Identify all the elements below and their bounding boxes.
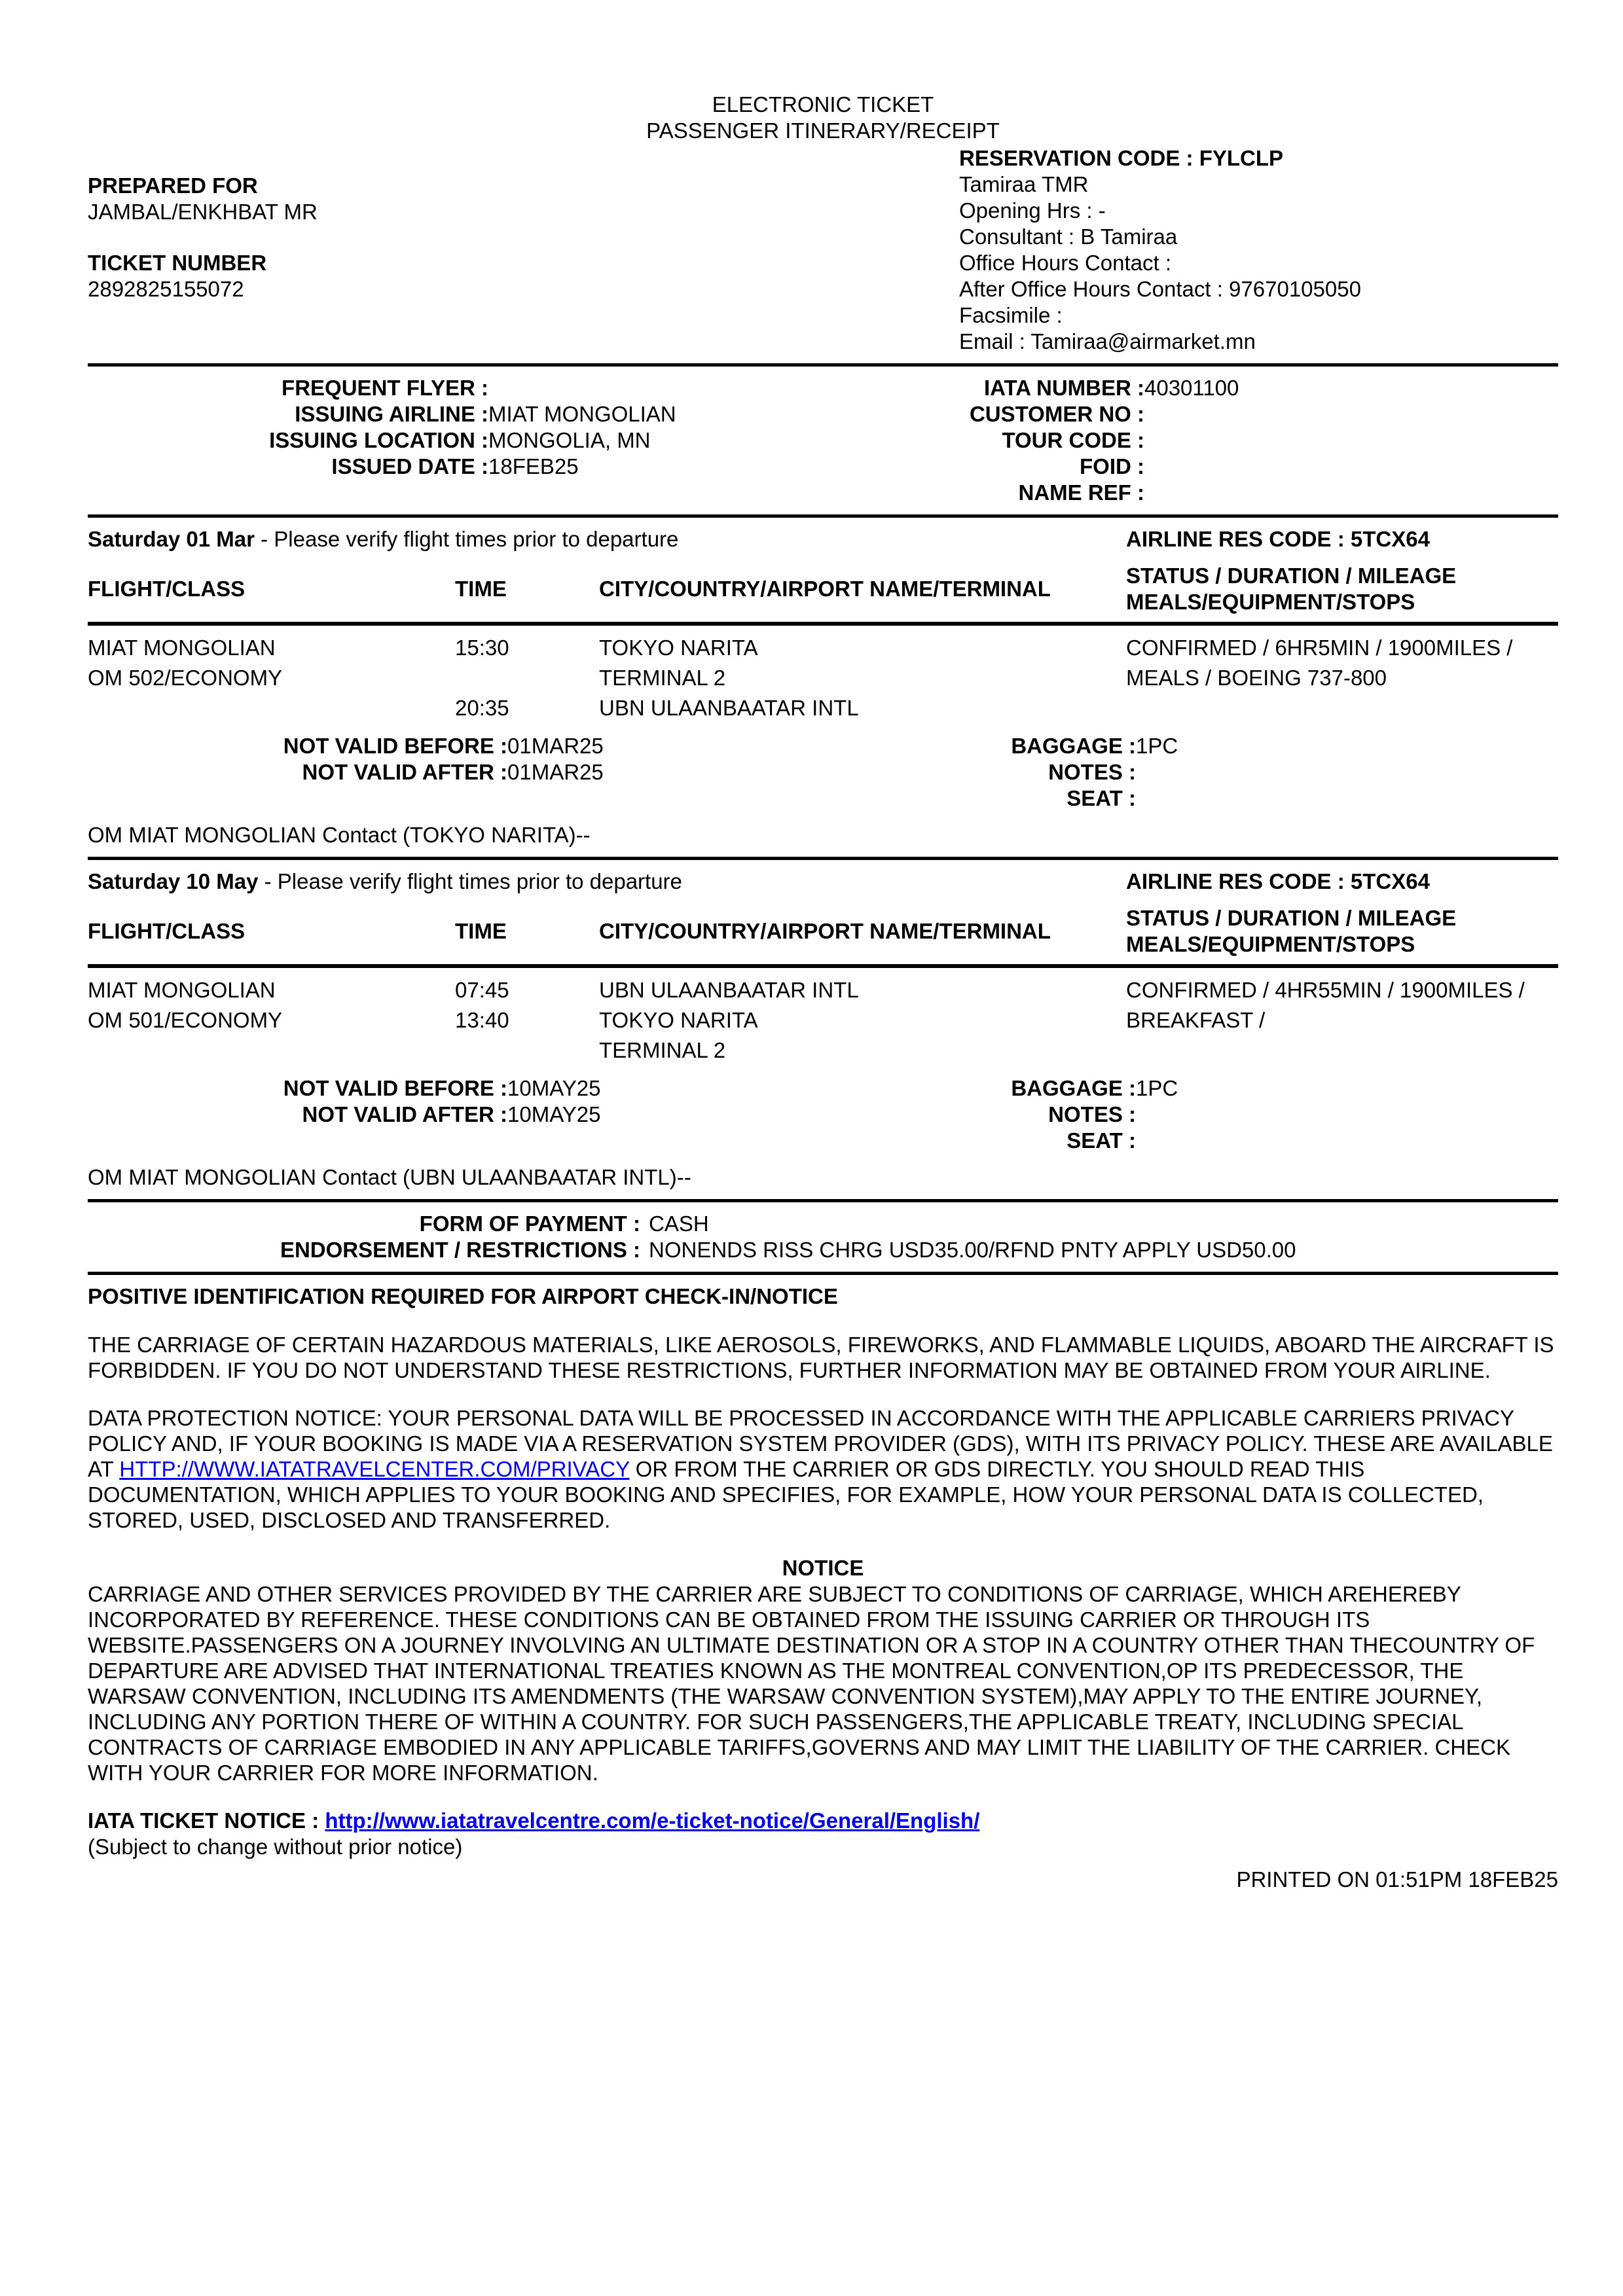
kv-label: CUSTOMER NO :: [969, 402, 1144, 426]
divider: [88, 622, 1558, 626]
kv-label: ISSUING LOCATION :: [269, 428, 488, 452]
segment-header: [88, 526, 1558, 552]
agency-line: Office Hours Contact :: [959, 251, 1172, 275]
document-title: [88, 92, 1558, 144]
kv-label: NOTES :: [1048, 760, 1136, 784]
cell-flight: OM 502/ECONOMY: [88, 666, 283, 690]
cell-time: [455, 665, 599, 691]
col-status-line1: STATUS / DURATION / MILEAGE: [1126, 564, 1457, 588]
printed-on-stamp: PRINTED ON 01:51PM 18FEB25: [1236, 1867, 1558, 1892]
kv-label: IATA NUMBER :: [983, 376, 1144, 400]
kv-label: NAME REF :: [1018, 480, 1144, 505]
kv-value: 01MAR25: [507, 760, 604, 784]
validity-block: [88, 1075, 1558, 1154]
form-of-payment-value: CASH: [649, 1211, 709, 1236]
airline-res-code: AIRLINE RES CODE : 5TCX64: [1126, 527, 1430, 551]
airline-res-code: AIRLINE RES CODE : 5TCX64: [1126, 869, 1430, 893]
kv-value: 1PC: [1136, 734, 1178, 758]
hazmat-paragraph: THE CARRIAGE OF CERTAIN HAZARDOUS MATERIALS, LIKE AEROSOLS, FIREWORKS, AND FLAMMABLE LIQUIDS, ABOARD THE AIRCRAFT IS FORBIDDEN. IF YOU DO NOT UNDERSTAND THESE RESTRICTIONS, FURTHER INFORMATION MAY BE OBTAINED FROM YOUR AIRLINE.: [88, 1333, 1554, 1382]
col-status: [1126, 905, 1558, 958]
agency-line: Opening Hrs : -: [959, 198, 1106, 223]
kv-value: [1136, 1102, 1558, 1128]
segment-date: Saturday 01 Mar: [88, 527, 255, 551]
cell-status: CONFIRMED / 6HR5MIN / 1900MILES /: [1126, 636, 1513, 660]
form-of-payment-line: [88, 1211, 1558, 1237]
kv-value: MONGOLIA, MN: [488, 428, 651, 452]
kv-value: [1136, 759, 1558, 785]
cell-flight: [88, 695, 455, 721]
airline-contact-line: OM MIAT MONGOLIAN Contact (TOKYO NARITA)--: [88, 823, 591, 847]
kv-value: [1144, 427, 1558, 454]
payment-block: [88, 1211, 1558, 1263]
endorsement-label: ENDORSEMENT / RESTRICTIONS :: [280, 1238, 640, 1262]
subject-note: (Subject to change without prior notice): [88, 1835, 463, 1859]
kv-label: SEAT :: [1067, 1128, 1136, 1153]
cell-city: TOKYO NARITA: [599, 1008, 758, 1032]
kv-value: [1144, 454, 1558, 480]
title-line-1: ELECTRONIC TICKET: [712, 92, 934, 117]
kv-label: NOTES :: [1048, 1102, 1136, 1126]
kv-value: [1136, 1128, 1558, 1154]
conditions-paragraph: CARRIAGE AND OTHER SERVICES PROVIDED BY THE CARRIER ARE SUBJECT TO CONDITIONS OF CARRIAGE, WHICH AREHEREBY INCORPORATED BY REFERENCE. THESE CONDITIONS CAN BE OBTAINED FROM THE ISSUING CARRIER OR THROUGH ITS WEBSITE.PASSENGERS ON A JOURNEY INVOLVING AN ULTIMATE DESTINATION OR A STOP IN A COUNTRY OTHER THAN THECOUNTRY OF DEPARTURE ARE ADVISED THAT INTERNATIONAL TREATIES KNOWN AS THE MONTREAL CONVENTION,OP ITS PREDECESSOR, THE WARSAW CONVENTION, INCLUDING ITS AMENDMENTS (THE WARSAW CONVENTION SYSTEM),MAY APPLY TO THE ENTIRE JOURNEY, INCLUDING ANY PORTION THERE OF WITHIN A COUNTRY. FOR SUCH PASSENGERS,THE APPLICABLE TREATY, INCLUDING SPECIAL CONTRACTS OF CARRIAGE EMBODIED IN ANY APPLICABLE TARIFFS,GOVERNS AND MAY LIMIT THE LIABILITY OF THE CARRIER. CHECK WITH YOUR CARRIER FOR MORE INFORMATION.: [88, 1582, 1535, 1785]
agency-line: Email : Tamiraa@airmarket.mn: [959, 329, 1256, 353]
cell-city: TOKYO NARITA: [599, 636, 758, 660]
agency-line: Facsimile :: [959, 303, 1063, 327]
col-status-line2: MEALS/EQUIPMENT/STOPS: [1126, 590, 1415, 614]
kv-value: [1144, 480, 1558, 506]
kv-label: FOID :: [1080, 454, 1144, 478]
col-city: CITY/COUNTRY/AIRPORT NAME/TERMINAL: [599, 919, 1051, 943]
kv-value: [488, 480, 811, 506]
kv-value: 10MAY25: [507, 1076, 601, 1100]
validity-block: [88, 733, 1558, 812]
cell-city: UBN ULAANBAATAR INTL: [599, 978, 859, 1002]
column-headers: [88, 563, 1558, 615]
segment-date-line: [88, 526, 1126, 552]
kv-label: NOT VALID BEFORE :: [283, 1076, 507, 1100]
col-status: [1126, 563, 1558, 615]
prepared-for-label: PREPARED FOR: [88, 173, 258, 198]
cell-status: [1126, 695, 1558, 721]
kv-value: [507, 785, 822, 812]
cell-time: 07:45: [455, 978, 509, 1002]
cell-time: 20:35: [455, 696, 509, 720]
kv-label: [88, 785, 507, 812]
kv-label: ISSUED DATE :: [331, 454, 488, 478]
flight-row: [88, 635, 1558, 665]
kv-value: [507, 1128, 822, 1154]
form-of-payment-label: FORM OF PAYMENT :: [419, 1211, 640, 1236]
flight-row: [88, 665, 1558, 695]
airline-contact-line: OM MIAT MONGOLIAN Contact (UBN ULAANBAATAR INTL)--: [88, 1165, 691, 1189]
spacer: [88, 225, 959, 250]
kv-label: NOT VALID BEFORE :: [283, 734, 507, 758]
cell-time: 13:40: [455, 1008, 509, 1032]
agency-block: [959, 145, 1558, 355]
kv-label: ISSUING AIRLINE :: [295, 402, 488, 426]
kv-value: 01MAR25: [507, 734, 604, 758]
divider: [88, 964, 1558, 968]
divider: [88, 1199, 1558, 1202]
kv-label: TOUR CODE :: [1002, 428, 1144, 452]
reservation-code: RESERVATION CODE : FYLCLP: [959, 146, 1284, 170]
cell-flight: MIAT MONGOLIAN: [88, 636, 276, 660]
verify-note: - Please verify flight times prior to departure: [254, 527, 679, 551]
divider: [88, 857, 1558, 860]
prepared-for-block: [88, 145, 959, 355]
endorsement-value: NONENDS RISS CHRG USD35.00/RFND PNTY APPLY USD50.00: [649, 1238, 1296, 1262]
segment-header: [88, 869, 1558, 895]
passenger-name: JAMBAL/ENKHBAT MR: [88, 200, 318, 224]
kv-label: [88, 480, 488, 506]
cell-flight: OM 501/ECONOMY: [88, 1008, 283, 1032]
cell-flight: [88, 1037, 455, 1064]
endorsement-line: [88, 1237, 1558, 1263]
kv-label: NOT VALID AFTER :: [302, 1102, 507, 1126]
kv-value: [1136, 785, 1558, 812]
flight-row: [88, 977, 1558, 1007]
col-flight-class: FLIGHT/CLASS: [88, 577, 246, 601]
segment-date-line: [88, 869, 1126, 895]
flight-segment-2: [88, 869, 1558, 1191]
kv-value: [1144, 401, 1558, 427]
cell-status: MEALS / BOEING 737-800: [1126, 666, 1387, 690]
col-city: CITY/COUNTRY/AIRPORT NAME/TERMINAL: [599, 577, 1051, 601]
divider: [88, 363, 1558, 367]
kv-label: BAGGAGE :: [1011, 1076, 1136, 1100]
col-flight-class: FLIGHT/CLASS: [88, 919, 246, 943]
data-protection-text: DATA PROTECTION NOTICE: YOUR PERSONAL DATA WILL BE PROCESSED IN ACCORDANCE WITH THE APPLICABLE CARRIERS PRIVACY POLICY AND, IF YOUR BOOKING IS MADE VIA A RESERVATION SYSTEM PROVIDER (GDS), WITH ITS PRIVACY POLICY. THESE ARE AVAILABLE AT: [88, 1406, 1553, 1481]
title-line-2: PASSENGER ITINERARY/RECEIPT: [646, 118, 1000, 143]
kv-label: FREQUENT FLYER :: [282, 376, 488, 400]
kv-label: [88, 1128, 507, 1154]
iata-ticket-notice-line: [88, 1808, 1558, 1834]
cell-time: [455, 1037, 599, 1064]
col-time: TIME: [455, 577, 507, 601]
cell-city: UBN ULAANBAATAR INTL: [599, 696, 859, 720]
col-status-line1: STATUS / DURATION / MILEAGE: [1126, 906, 1457, 930]
divider: [88, 1272, 1558, 1275]
verify-note: - Please verify flight times prior to departure: [258, 869, 682, 893]
kv-value: [488, 375, 811, 401]
data-protection-text: OR FROM THE CARRIER OR GDS DIRECTLY. YOU SHOULD READ THIS DOCUMENTATION, WHICH APPLIES TO YOUR BOOKING AND SPECIFIES, FOR EXAMPLE, HOW YOUR PERSONAL DATA IS COLLECTED, STORED, USED, DISCLOSED AND TRANSFERRED.: [88, 1457, 1484, 1532]
kv-label: SEAT :: [1067, 786, 1136, 810]
agency-line: Consultant : B Tamiraa: [959, 224, 1178, 249]
cell-flight: MIAT MONGOLIAN: [88, 978, 276, 1002]
kv-value: 40301100: [1144, 376, 1239, 400]
cell-city: TERMINAL 2: [599, 666, 726, 690]
info-row: [88, 145, 1558, 355]
segment-date: Saturday 10 May: [88, 869, 259, 893]
col-time: TIME: [455, 919, 507, 943]
kv-label: BAGGAGE :: [1011, 734, 1136, 758]
flight-row: [88, 1007, 1558, 1037]
cell-status: BREAKFAST /: [1126, 1008, 1266, 1032]
flight-row: [88, 695, 1558, 725]
kv-label: NOT VALID AFTER :: [302, 760, 507, 784]
column-headers: [88, 905, 1558, 958]
data-protection-paragraph: [88, 1405, 1558, 1533]
issue-info: [88, 375, 1558, 506]
agency-line: Tamiraa TMR: [959, 172, 1089, 196]
iata-ticket-notice-link[interactable]: http://www.iatatravelcentre.com/e-ticket-notice/General/English/: [325, 1808, 980, 1833]
kv-value: 10MAY25: [507, 1102, 601, 1126]
col-status-line2: MEALS/EQUIPMENT/STOPS: [1126, 932, 1415, 956]
kv-value: 18FEB25: [488, 454, 579, 478]
cell-status: CONFIRMED / 4HR55MIN / 1900MILES /: [1126, 978, 1525, 1002]
kv-value: 1PC: [1136, 1076, 1178, 1100]
flight-row: [88, 1037, 1558, 1067]
divider: [88, 514, 1558, 518]
agency-line: After Office Hours Contact : 97670105050: [959, 277, 1361, 301]
ticket-number-label: TICKET NUMBER: [88, 251, 267, 275]
ticket-number-value: 2892825155072: [88, 277, 244, 301]
flight-segment-1: [88, 526, 1558, 848]
positive-id-heading: POSITIVE IDENTIFICATION REQUIRED FOR AIRPORT CHECK-IN/NOTICE: [88, 1284, 838, 1308]
iata-ticket-notice-label: IATA TICKET NOTICE :: [88, 1808, 325, 1833]
cell-status: [1126, 1037, 1558, 1064]
cell-city: TERMINAL 2: [599, 1038, 726, 1062]
cell-time: 15:30: [455, 636, 509, 660]
notice-heading: NOTICE: [782, 1556, 864, 1580]
privacy-link[interactable]: HTTP://WWW.IATATRAVELCENTER.COM/PRIVACY: [119, 1457, 630, 1481]
kv-value: MIAT MONGOLIAN: [488, 402, 676, 426]
